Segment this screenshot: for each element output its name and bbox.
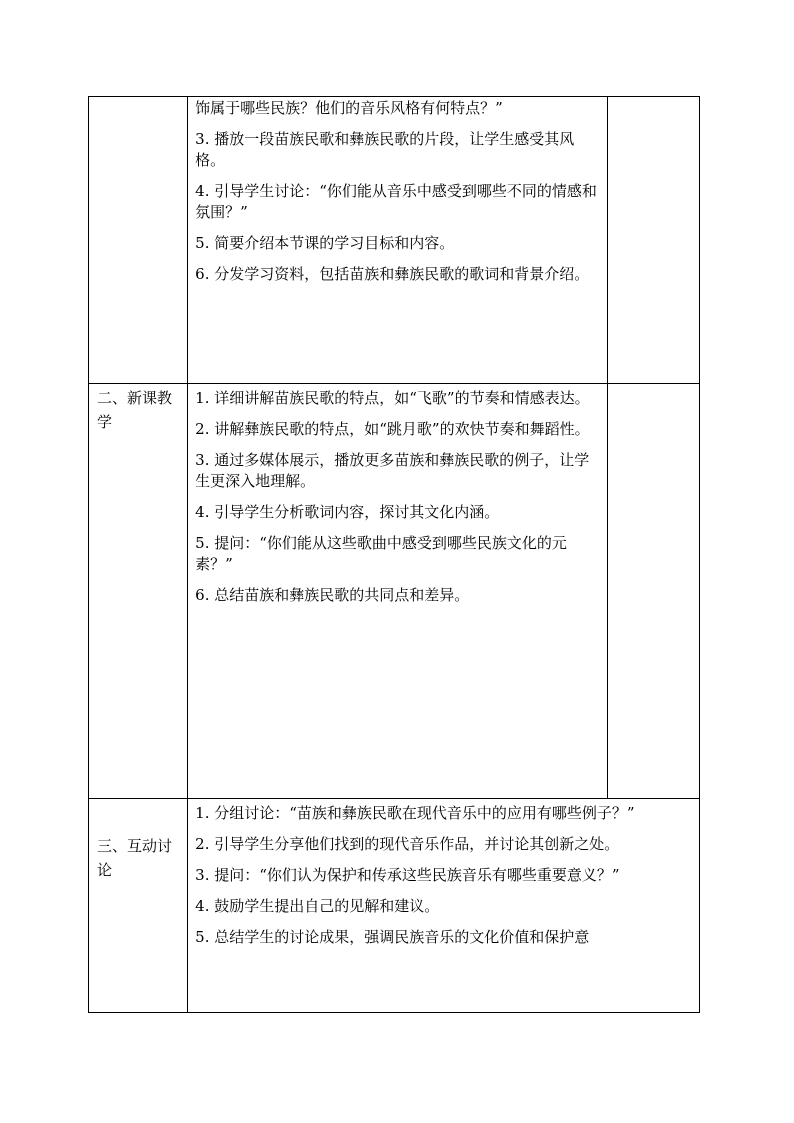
list-item: 3. 播放一段苗族民歌和彝族民歌的片段，让学生感受其风格。 bbox=[195, 130, 575, 169]
list-item: 5. 总结学生的讨论成果，强调民族音乐的文化价值和保护意 bbox=[195, 928, 590, 946]
list-item: 2. 引导学生分享他们找到的现代音乐作品，并讨论其创新之处。 bbox=[195, 835, 620, 853]
section-label bbox=[89, 97, 187, 98]
content-cell bbox=[188, 97, 608, 384]
list-item: 4. 鼓励学生提出自己的见解和建议。 bbox=[195, 897, 440, 915]
list-item: 5. 提问：“你们能从这些歌曲中感受到哪些民族文化的元素？” bbox=[195, 534, 567, 573]
section-label-cell bbox=[89, 97, 188, 384]
content-cell bbox=[188, 799, 700, 1013]
list-item: 1. 分组讨论：“苗族和彝族民歌在现代音乐中的应用有哪些例子？” bbox=[195, 804, 635, 822]
section-label: 三、互动讨论 bbox=[97, 837, 173, 879]
table-row bbox=[89, 384, 700, 799]
section-label: 二、新课教学 bbox=[97, 389, 173, 431]
table-row bbox=[89, 799, 700, 1013]
content-cell bbox=[188, 384, 608, 799]
list-item: 5. 简要介绍本节课的学习目标和内容。 bbox=[195, 234, 455, 252]
list-item: 6. 总结苗族和彝族民歌的共同点和差异。 bbox=[195, 586, 470, 604]
list-item: 4. 引导学生分析歌词内容，探讨其文化内涵。 bbox=[195, 503, 500, 521]
list-item: 1. 详细讲解苗族民歌的特点，如“飞歌”的节奏和情感表达。 bbox=[195, 389, 590, 407]
table-row bbox=[89, 97, 700, 384]
section-label-cell bbox=[89, 799, 188, 1013]
notes-cell bbox=[607, 97, 699, 384]
list-item: 2. 讲解彝族民歌的特点，如“跳月歌”的欢快节奏和舞蹈性。 bbox=[195, 420, 590, 438]
list-item: 4. 引导学生讨论：“你们能从音乐中感受到哪些不同的情感和氛围？” bbox=[195, 182, 597, 221]
list-item: 3. 通过多媒体展示，播放更多苗族和彝族民歌的例子，让学生更深入地理解。 bbox=[195, 451, 590, 490]
lesson-plan-table bbox=[88, 96, 700, 1013]
list-item: 3. 提问：“你们认为保护和传承这些民族音乐有哪些重要意义？” bbox=[195, 866, 620, 884]
list-item: 6. 分发学习资料，包括苗族和彝族民歌的歌词和背景介绍。 bbox=[195, 265, 590, 283]
section-label-cell bbox=[89, 384, 188, 799]
notes-cell bbox=[607, 384, 699, 799]
list-item: 饰属于哪些民族？他们的音乐风格有何特点？” bbox=[195, 99, 503, 117]
